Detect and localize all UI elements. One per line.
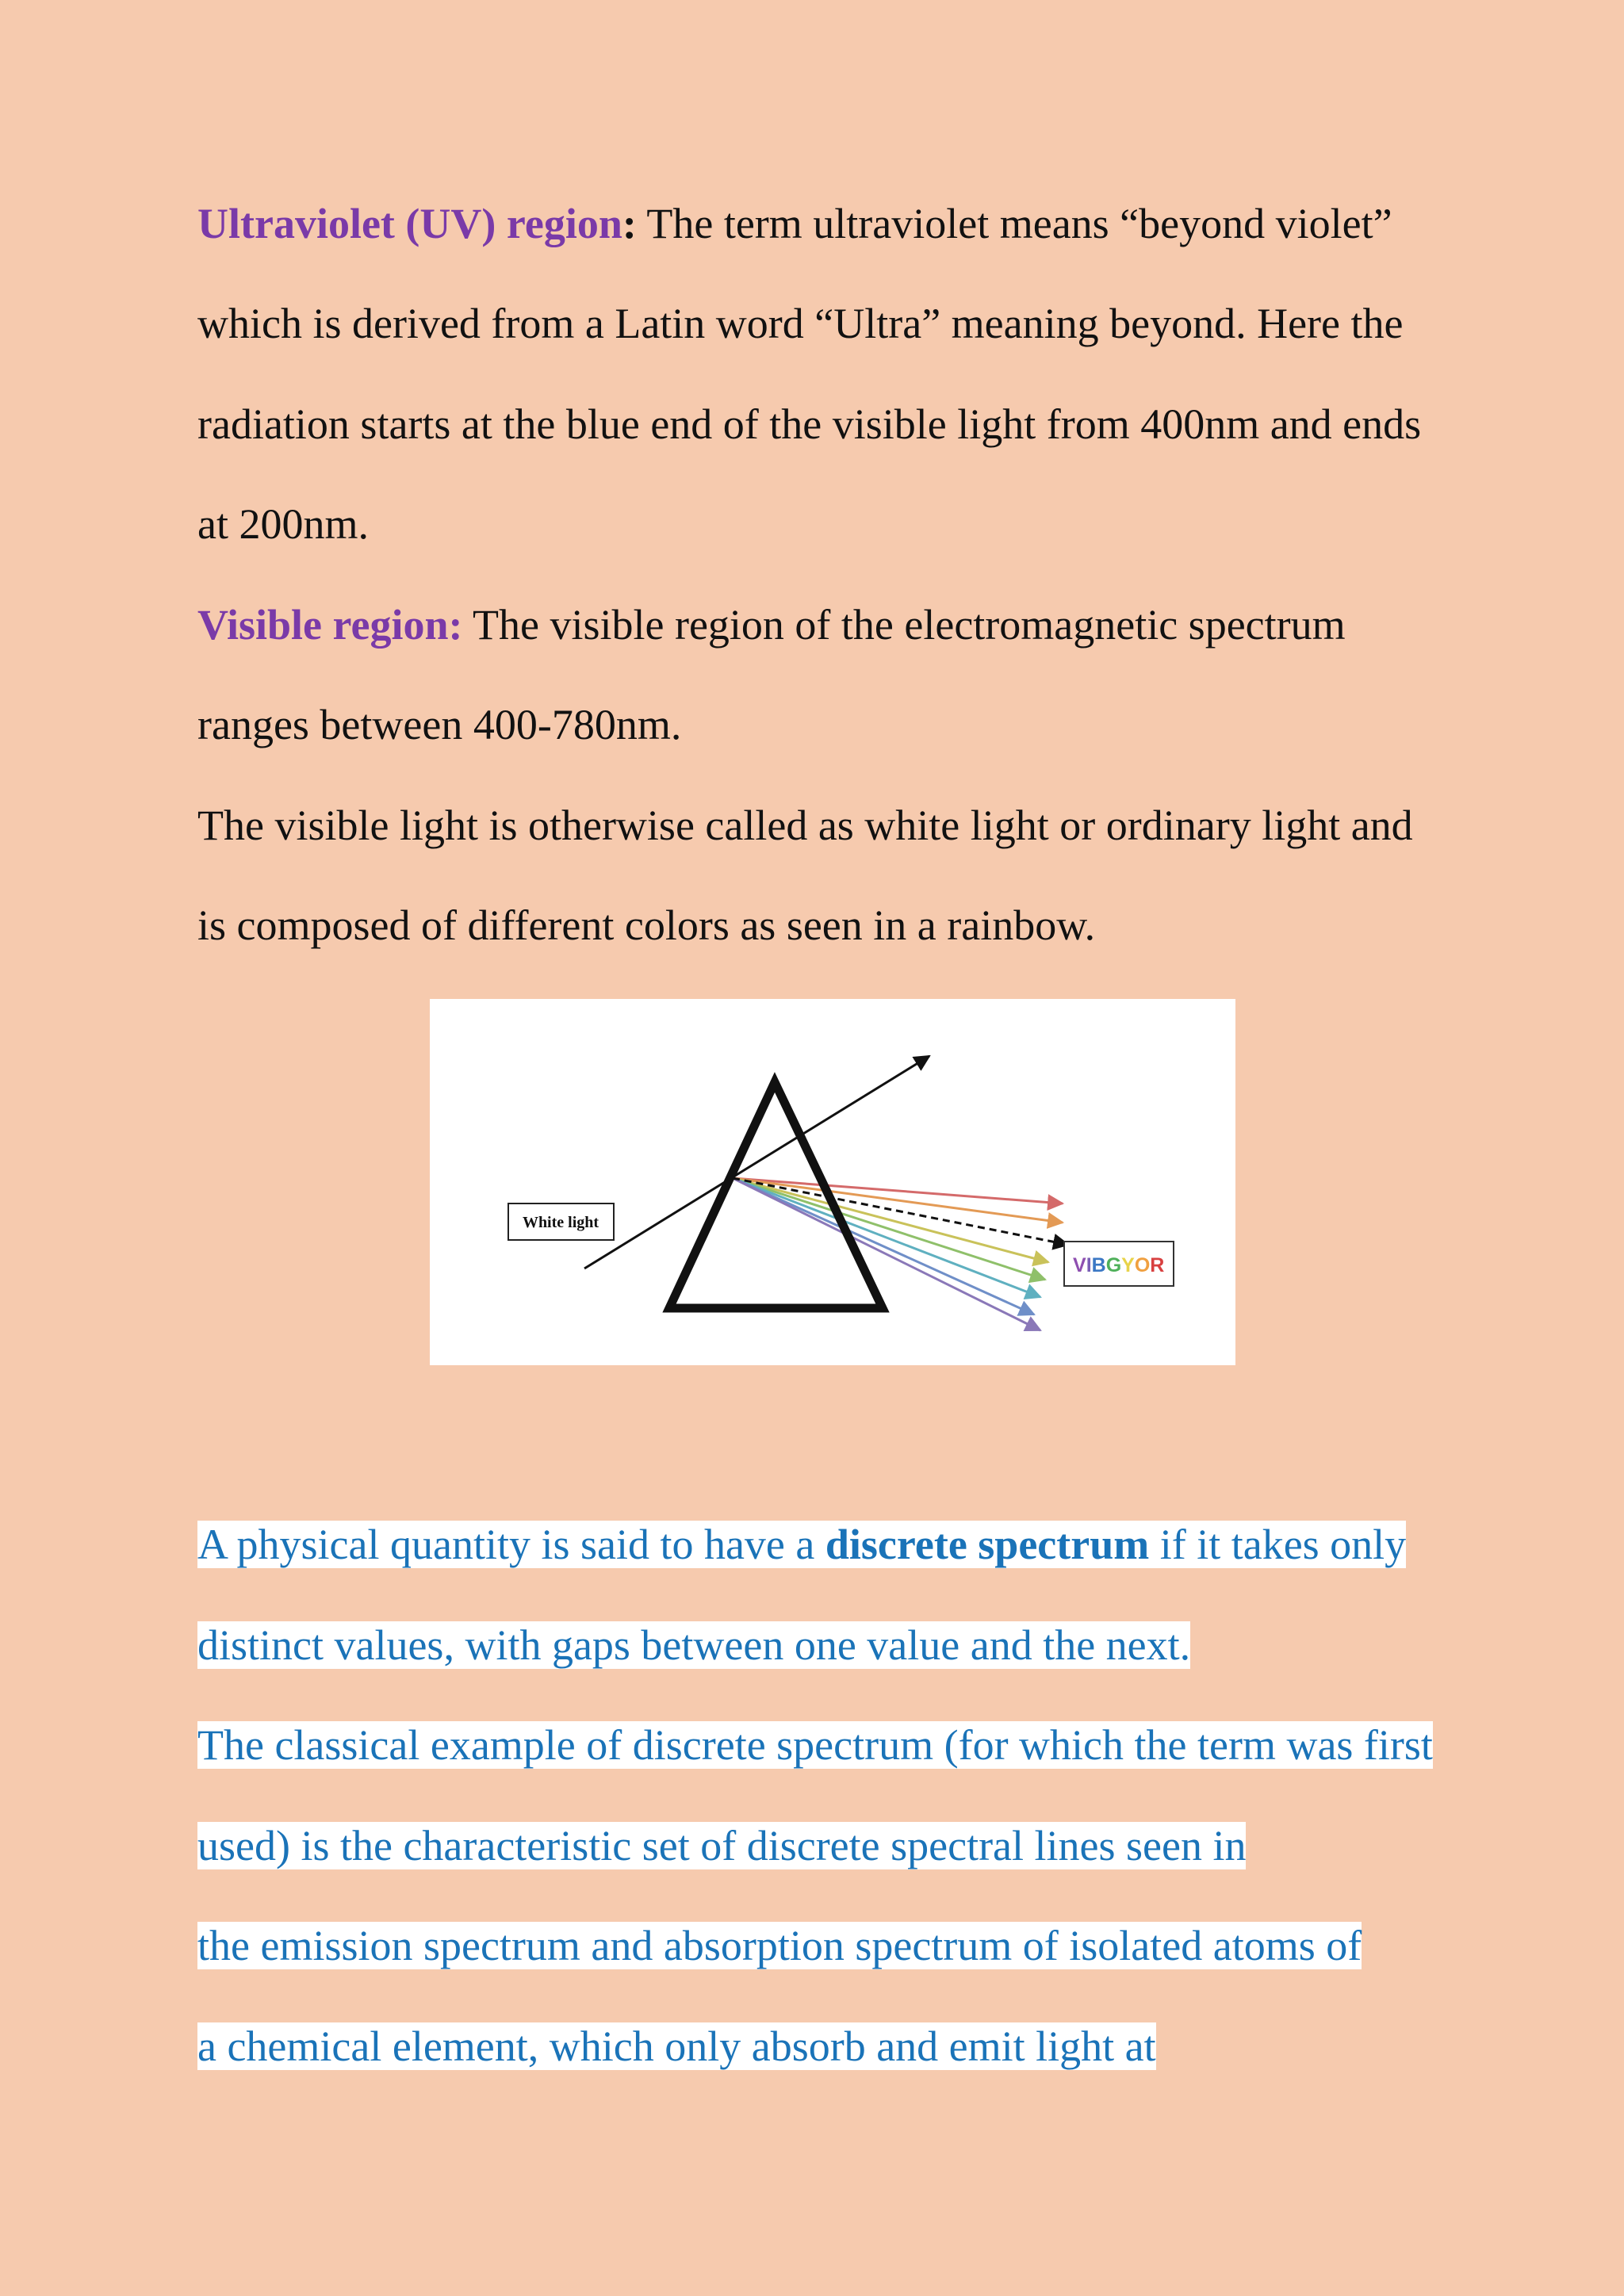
visible-term: Visible region: (197, 601, 463, 649)
uv-line-2: which is derived from a Latin word “Ultra” meaning beyond. Here the (197, 300, 1404, 347)
discrete-line-6 (197, 2021, 1156, 2072)
uv-line-1-text: The term ultraviolet means “beyond violet” (636, 200, 1392, 247)
discrete-line-1-post: if it takes only (1149, 1521, 1407, 1568)
dashed-ray (733, 1178, 1068, 1245)
uv-line-3: radiation starts at the blue end of the visible light from 400nm and ends (197, 400, 1422, 448)
discrete-line-6-text: a chemical element, which only absorb and emit light at (197, 2022, 1156, 2070)
prism-dispersion-figure (430, 999, 1235, 1365)
white-light-label: White light (522, 1214, 599, 1231)
visible-line-2: ranges between 400-780nm. (197, 701, 682, 748)
uv-line-1 (197, 198, 1392, 249)
discrete-line-3-text: The classical example of discrete spectrum (for which the term was first (197, 1721, 1433, 1769)
vibgyor-letter: R (1150, 1254, 1165, 1276)
discrete-line-1-pre: A physical quantity is said to have a (197, 1521, 825, 1568)
dispersed-ray (733, 1178, 1040, 1297)
vibgyor-letter: O (1134, 1254, 1151, 1276)
discrete-line-4 (197, 1820, 1246, 1871)
vibgyor-letter: G (1105, 1254, 1122, 1276)
discrete-line-4-text: used) is the characteristic set of discrete spectral lines seen in (197, 1822, 1247, 1869)
visible-line-1 (197, 599, 1346, 650)
discrete-line-3 (197, 1720, 1433, 1770)
vibgyor-letter: Y (1121, 1254, 1135, 1276)
discrete-line-2 (197, 1620, 1190, 1670)
discrete-spectrum-term: discrete spectrum (825, 1521, 1150, 1568)
discrete-line-1-highlight (197, 1521, 1406, 1568)
uv-term: Ultraviolet (UV) region (197, 200, 622, 247)
uv-line-4: at 200nm. (197, 500, 369, 548)
visible-line-3: The visible light is otherwise called as white light or ordinary light and (197, 802, 1413, 849)
vibgyor-letter: V (1073, 1254, 1086, 1276)
dispersed-ray (733, 1178, 1045, 1280)
visible-line-1-text: The visible region of the electromagnetic spectrum (462, 601, 1346, 649)
vibgyor-letter: B (1091, 1254, 1106, 1276)
uv-colon: : (622, 200, 637, 247)
vibgyor-label (1073, 1254, 1164, 1276)
discrete-line-5-text: the emission spectrum and absorption spectrum of isolated atoms of (197, 1922, 1362, 1969)
vibgyor-letter: I (1086, 1254, 1092, 1276)
discrete-line-1 (197, 1519, 1406, 1570)
visible-line-4: is composed of different colors as seen in a rainbow. (197, 901, 1096, 949)
incident-light-ray (584, 1056, 929, 1269)
prism-diagram (430, 999, 1235, 1365)
discrete-line-2-text: distinct values, with gaps between one value and the next. (197, 1621, 1191, 1669)
discrete-line-5 (197, 1920, 1362, 1971)
